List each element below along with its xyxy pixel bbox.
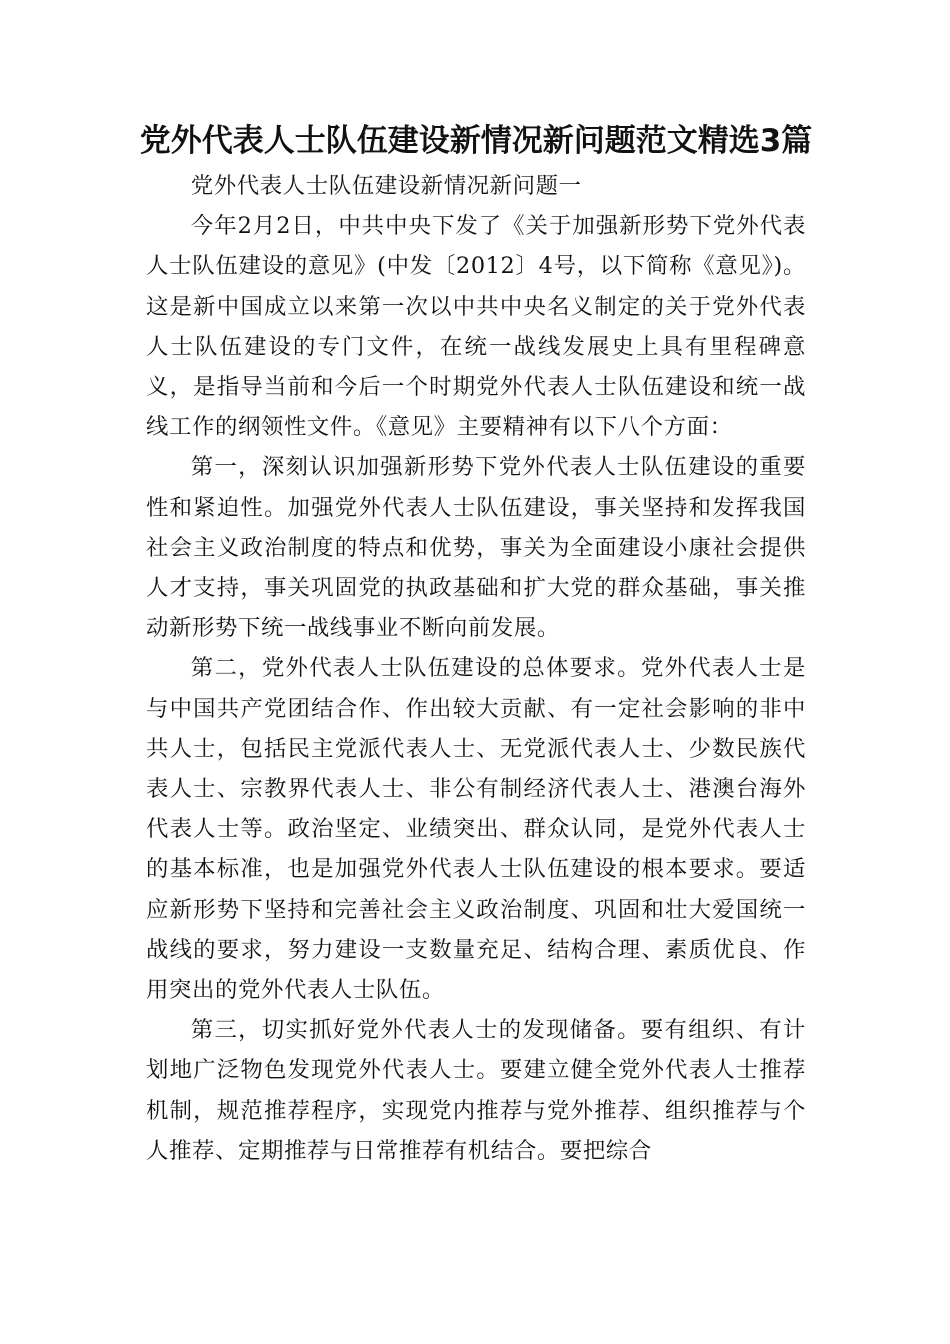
document-page	[139, 118, 813, 1171]
paragraph-first: 第一，深刻认识加强新形势下党外代表人士队伍建设的重要性和紧迫性。加强党外代表人士队伍建设，事关坚持和发挥我国社会主义政治制度的特点和优势，事关为全面建设小康社会提供人才支持，事关巩固党的执政基础和扩大党的群众基础，事关推动新形势下统一战线事业不断向前发展。	[146, 454, 806, 642]
paragraph-second: 第二，党外代表人士队伍建设的总体要求。党外代表人士是与中国共产党团结合作、作出较大贡献、有一定社会影响的非中共人士，包括民主党派代表人士、无党派代表人士、少数民族代表人士、宗教界代表人士、非公有制经济代表人士、港澳台海外代表人士等。政治坚定、业绩突出、群众认同，是党外代表人士的基本标准，也是加强党外代表人士队伍建设的根本要求。要适应新形势下坚持和完善社会主义政治制度、巩固和壮大爱国统一战线的要求，努力建设一支数量充足、结构合理、素质优良、作用突出的党外代表人士队伍。	[146, 655, 806, 1004]
paragraph-subtitle: 党外代表人士队伍建设新情况新问题一	[190, 173, 582, 199]
paragraph-third: 第三，切实抓好党外代表人士的发现储备。要有组织、有计划地广泛物色发现党外代表人士。要建立健全党外代表人士推荐机制，规范推荐程序，实现党内推荐与党外推荐、组织推荐与个人推荐、定期推荐与日常推荐有机结合。要把综合	[146, 1017, 806, 1164]
document-title: 党外代表人士队伍建设新情况新问题范文精选3篇	[139, 123, 813, 159]
paragraph-intro: 今年2月2日，中共中央下发了《关于加强新形势下党外代表人士队伍建设的意见》(中发〔2012〕4号，以下简称《意见》)。这是新中国成立以来第一次以中共中央名义制定的关于党外代表人士队伍建设的专门文件，在统一战线发展史上具有里程碑意义，是指导当前和今后一个时期党外代表人士队伍建设和统一战线工作的纲领性文件。《意见》主要精神有以下八个方面：	[146, 213, 806, 441]
